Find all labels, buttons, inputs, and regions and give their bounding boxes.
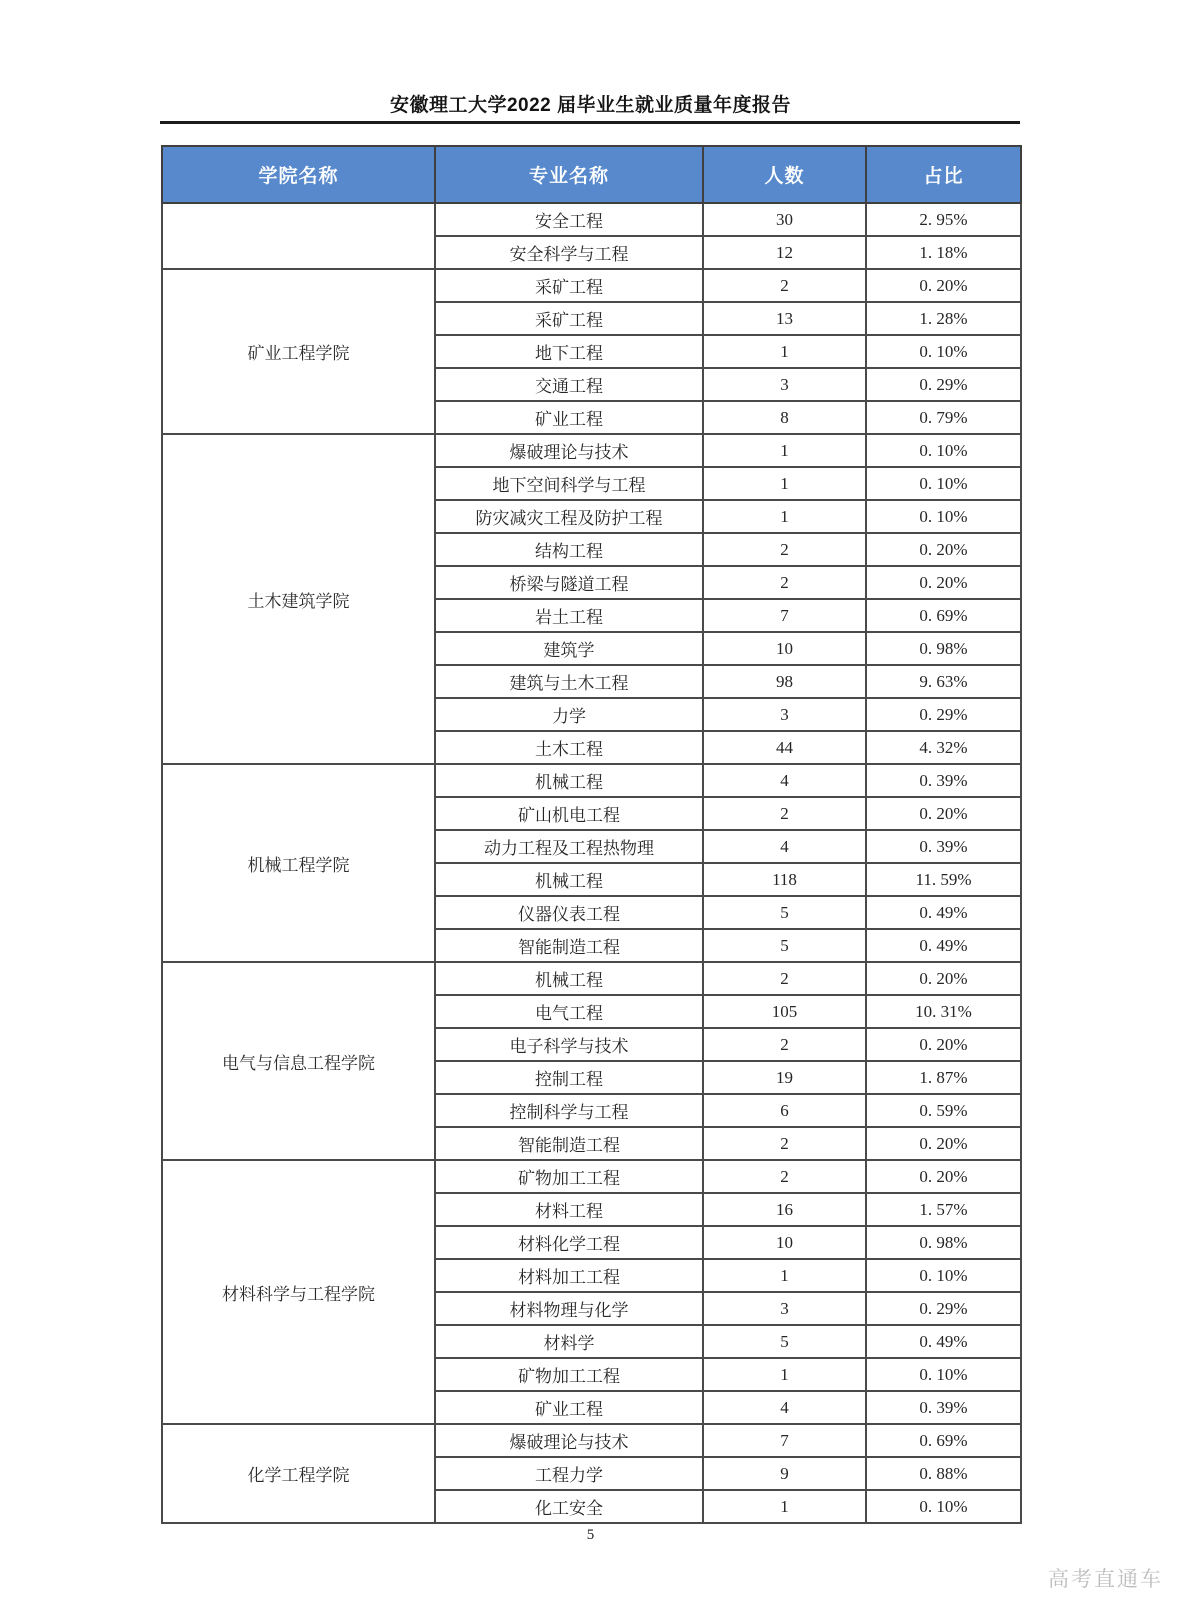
ratio-cell: 0. 20%	[866, 533, 1021, 566]
major-cell: 矿物加工工程	[435, 1160, 703, 1193]
major-cell: 地下工程	[435, 335, 703, 368]
count-cell: 13	[703, 302, 866, 335]
count-cell: 12	[703, 236, 866, 269]
college-cell: 材料科学与工程学院	[162, 1160, 435, 1424]
majors-by-college-table	[161, 145, 1022, 1524]
count-cell: 1	[703, 434, 866, 467]
count-cell: 10	[703, 632, 866, 665]
table-row	[162, 962, 1021, 995]
ratio-cell: 0. 59%	[866, 1094, 1021, 1127]
count-cell: 2	[703, 533, 866, 566]
count-cell: 1	[703, 1259, 866, 1292]
ratio-cell: 0. 29%	[866, 368, 1021, 401]
count-cell: 2	[703, 962, 866, 995]
page-title: 安徽理工大学2022 届毕业生就业质量年度报告	[389, 95, 792, 116]
ratio-cell: 0. 69%	[866, 599, 1021, 632]
header-row	[162, 146, 1021, 203]
ratio-cell: 0. 49%	[866, 896, 1021, 929]
major-cell: 材料物理与化学	[435, 1292, 703, 1325]
count-cell: 2	[703, 1028, 866, 1061]
table-row	[162, 1424, 1021, 1457]
column-header-major: 专业名称	[435, 146, 703, 203]
major-cell: 力学	[435, 698, 703, 731]
major-cell: 采矿工程	[435, 269, 703, 302]
major-cell: 工程力学	[435, 1457, 703, 1490]
major-cell: 矿业工程	[435, 1391, 703, 1424]
count-cell: 2	[703, 1127, 866, 1160]
table-row	[162, 434, 1021, 467]
ratio-cell: 0. 20%	[866, 962, 1021, 995]
count-cell: 105	[703, 995, 866, 1028]
count-cell: 10	[703, 1226, 866, 1259]
college-cell	[162, 203, 435, 269]
count-cell: 4	[703, 764, 866, 797]
ratio-cell: 1. 57%	[866, 1193, 1021, 1226]
major-cell: 爆破理论与技术	[435, 1424, 703, 1457]
ratio-cell: 0. 20%	[866, 1127, 1021, 1160]
ratio-cell: 0. 69%	[866, 1424, 1021, 1457]
table-body	[162, 203, 1021, 1523]
major-cell: 矿业工程	[435, 401, 703, 434]
count-cell: 30	[703, 203, 866, 236]
title-divider	[160, 121, 1020, 124]
ratio-cell: 0. 39%	[866, 1391, 1021, 1424]
ratio-cell: 1. 18%	[866, 236, 1021, 269]
count-cell: 16	[703, 1193, 866, 1226]
count-cell: 3	[703, 698, 866, 731]
count-cell: 2	[703, 269, 866, 302]
major-cell: 仪器仪表工程	[435, 896, 703, 929]
ratio-cell: 4. 32%	[866, 731, 1021, 764]
count-cell: 19	[703, 1061, 866, 1094]
ratio-cell: 1. 28%	[866, 302, 1021, 335]
ratio-cell: 0. 98%	[866, 632, 1021, 665]
ratio-cell: 0. 20%	[866, 269, 1021, 302]
column-header-count: 人数	[703, 146, 866, 203]
count-cell: 5	[703, 929, 866, 962]
major-cell: 材料工程	[435, 1193, 703, 1226]
ratio-cell: 0. 20%	[866, 1028, 1021, 1061]
major-cell: 机械工程	[435, 863, 703, 896]
ratio-cell: 0. 49%	[866, 1325, 1021, 1358]
major-cell: 土木工程	[435, 731, 703, 764]
column-header-ratio: 占比	[866, 146, 1021, 203]
major-cell: 材料加工工程	[435, 1259, 703, 1292]
major-cell: 建筑学	[435, 632, 703, 665]
college-cell: 矿业工程学院	[162, 269, 435, 434]
count-cell: 98	[703, 665, 866, 698]
major-cell: 智能制造工程	[435, 1127, 703, 1160]
ratio-cell: 0. 39%	[866, 830, 1021, 863]
ratio-cell: 0. 10%	[866, 434, 1021, 467]
count-cell: 6	[703, 1094, 866, 1127]
table-header	[162, 146, 1021, 203]
ratio-cell: 0. 10%	[866, 467, 1021, 500]
ratio-cell: 2. 95%	[866, 203, 1021, 236]
college-cell: 机械工程学院	[162, 764, 435, 962]
major-cell: 材料学	[435, 1325, 703, 1358]
major-cell: 采矿工程	[435, 302, 703, 335]
count-cell: 7	[703, 599, 866, 632]
major-cell: 机械工程	[435, 962, 703, 995]
count-cell: 44	[703, 731, 866, 764]
ratio-cell: 0. 10%	[866, 1490, 1021, 1523]
major-cell: 电气工程	[435, 995, 703, 1028]
major-cell: 矿物加工工程	[435, 1358, 703, 1391]
ratio-cell: 0. 10%	[866, 335, 1021, 368]
ratio-cell: 0. 49%	[866, 929, 1021, 962]
ratio-cell: 0. 20%	[866, 1160, 1021, 1193]
college-cell: 电气与信息工程学院	[162, 962, 435, 1160]
count-cell: 2	[703, 566, 866, 599]
count-cell: 4	[703, 830, 866, 863]
major-cell: 控制科学与工程	[435, 1094, 703, 1127]
ratio-cell: 0. 39%	[866, 764, 1021, 797]
count-cell: 118	[703, 863, 866, 896]
table-row	[162, 764, 1021, 797]
major-cell: 岩土工程	[435, 599, 703, 632]
major-cell: 爆破理论与技术	[435, 434, 703, 467]
page-number: 5	[586, 1527, 595, 1543]
ratio-cell: 0. 20%	[866, 566, 1021, 599]
ratio-cell: 0. 10%	[866, 1358, 1021, 1391]
count-cell: 1	[703, 467, 866, 500]
ratio-cell: 0. 79%	[866, 401, 1021, 434]
major-cell: 防灾减灾工程及防护工程	[435, 500, 703, 533]
ratio-cell: 11. 59%	[866, 863, 1021, 896]
major-cell: 机械工程	[435, 764, 703, 797]
count-cell: 5	[703, 1325, 866, 1358]
college-cell: 土木建筑学院	[162, 434, 435, 764]
major-cell: 材料化学工程	[435, 1226, 703, 1259]
count-cell: 8	[703, 401, 866, 434]
major-cell: 建筑与土木工程	[435, 665, 703, 698]
count-cell: 2	[703, 1160, 866, 1193]
count-cell: 3	[703, 368, 866, 401]
major-cell: 桥梁与隧道工程	[435, 566, 703, 599]
count-cell: 7	[703, 1424, 866, 1457]
count-cell: 2	[703, 797, 866, 830]
ratio-cell: 0. 20%	[866, 797, 1021, 830]
table-row	[162, 203, 1021, 236]
major-cell: 安全工程	[435, 203, 703, 236]
count-cell: 3	[703, 1292, 866, 1325]
major-cell: 地下空间科学与工程	[435, 467, 703, 500]
major-cell: 控制工程	[435, 1061, 703, 1094]
table-row	[162, 1160, 1021, 1193]
count-cell: 5	[703, 896, 866, 929]
major-cell: 电子科学与技术	[435, 1028, 703, 1061]
count-cell: 1	[703, 1490, 866, 1523]
major-cell: 结构工程	[435, 533, 703, 566]
ratio-cell: 0. 88%	[866, 1457, 1021, 1490]
major-cell: 安全科学与工程	[435, 236, 703, 269]
college-cell: 化学工程学院	[162, 1424, 435, 1523]
ratio-cell: 0. 29%	[866, 1292, 1021, 1325]
ratio-cell: 0. 29%	[866, 698, 1021, 731]
ratio-cell: 9. 63%	[866, 665, 1021, 698]
major-cell: 智能制造工程	[435, 929, 703, 962]
count-cell: 1	[703, 500, 866, 533]
ratio-cell: 0. 10%	[866, 1259, 1021, 1292]
ratio-cell: 0. 10%	[866, 500, 1021, 533]
major-cell: 交通工程	[435, 368, 703, 401]
count-cell: 9	[703, 1457, 866, 1490]
ratio-cell: 1. 87%	[866, 1061, 1021, 1094]
watermark: 高考直通车	[1048, 1568, 1163, 1591]
major-cell: 化工安全	[435, 1490, 703, 1523]
table-row	[162, 269, 1021, 302]
major-cell: 矿山机电工程	[435, 797, 703, 830]
count-cell: 1	[703, 335, 866, 368]
ratio-cell: 0. 98%	[866, 1226, 1021, 1259]
ratio-cell: 10. 31%	[866, 995, 1021, 1028]
count-cell: 1	[703, 1358, 866, 1391]
major-cell: 动力工程及工程热物理	[435, 830, 703, 863]
count-cell: 4	[703, 1391, 866, 1424]
column-header-college: 学院名称	[162, 146, 435, 203]
